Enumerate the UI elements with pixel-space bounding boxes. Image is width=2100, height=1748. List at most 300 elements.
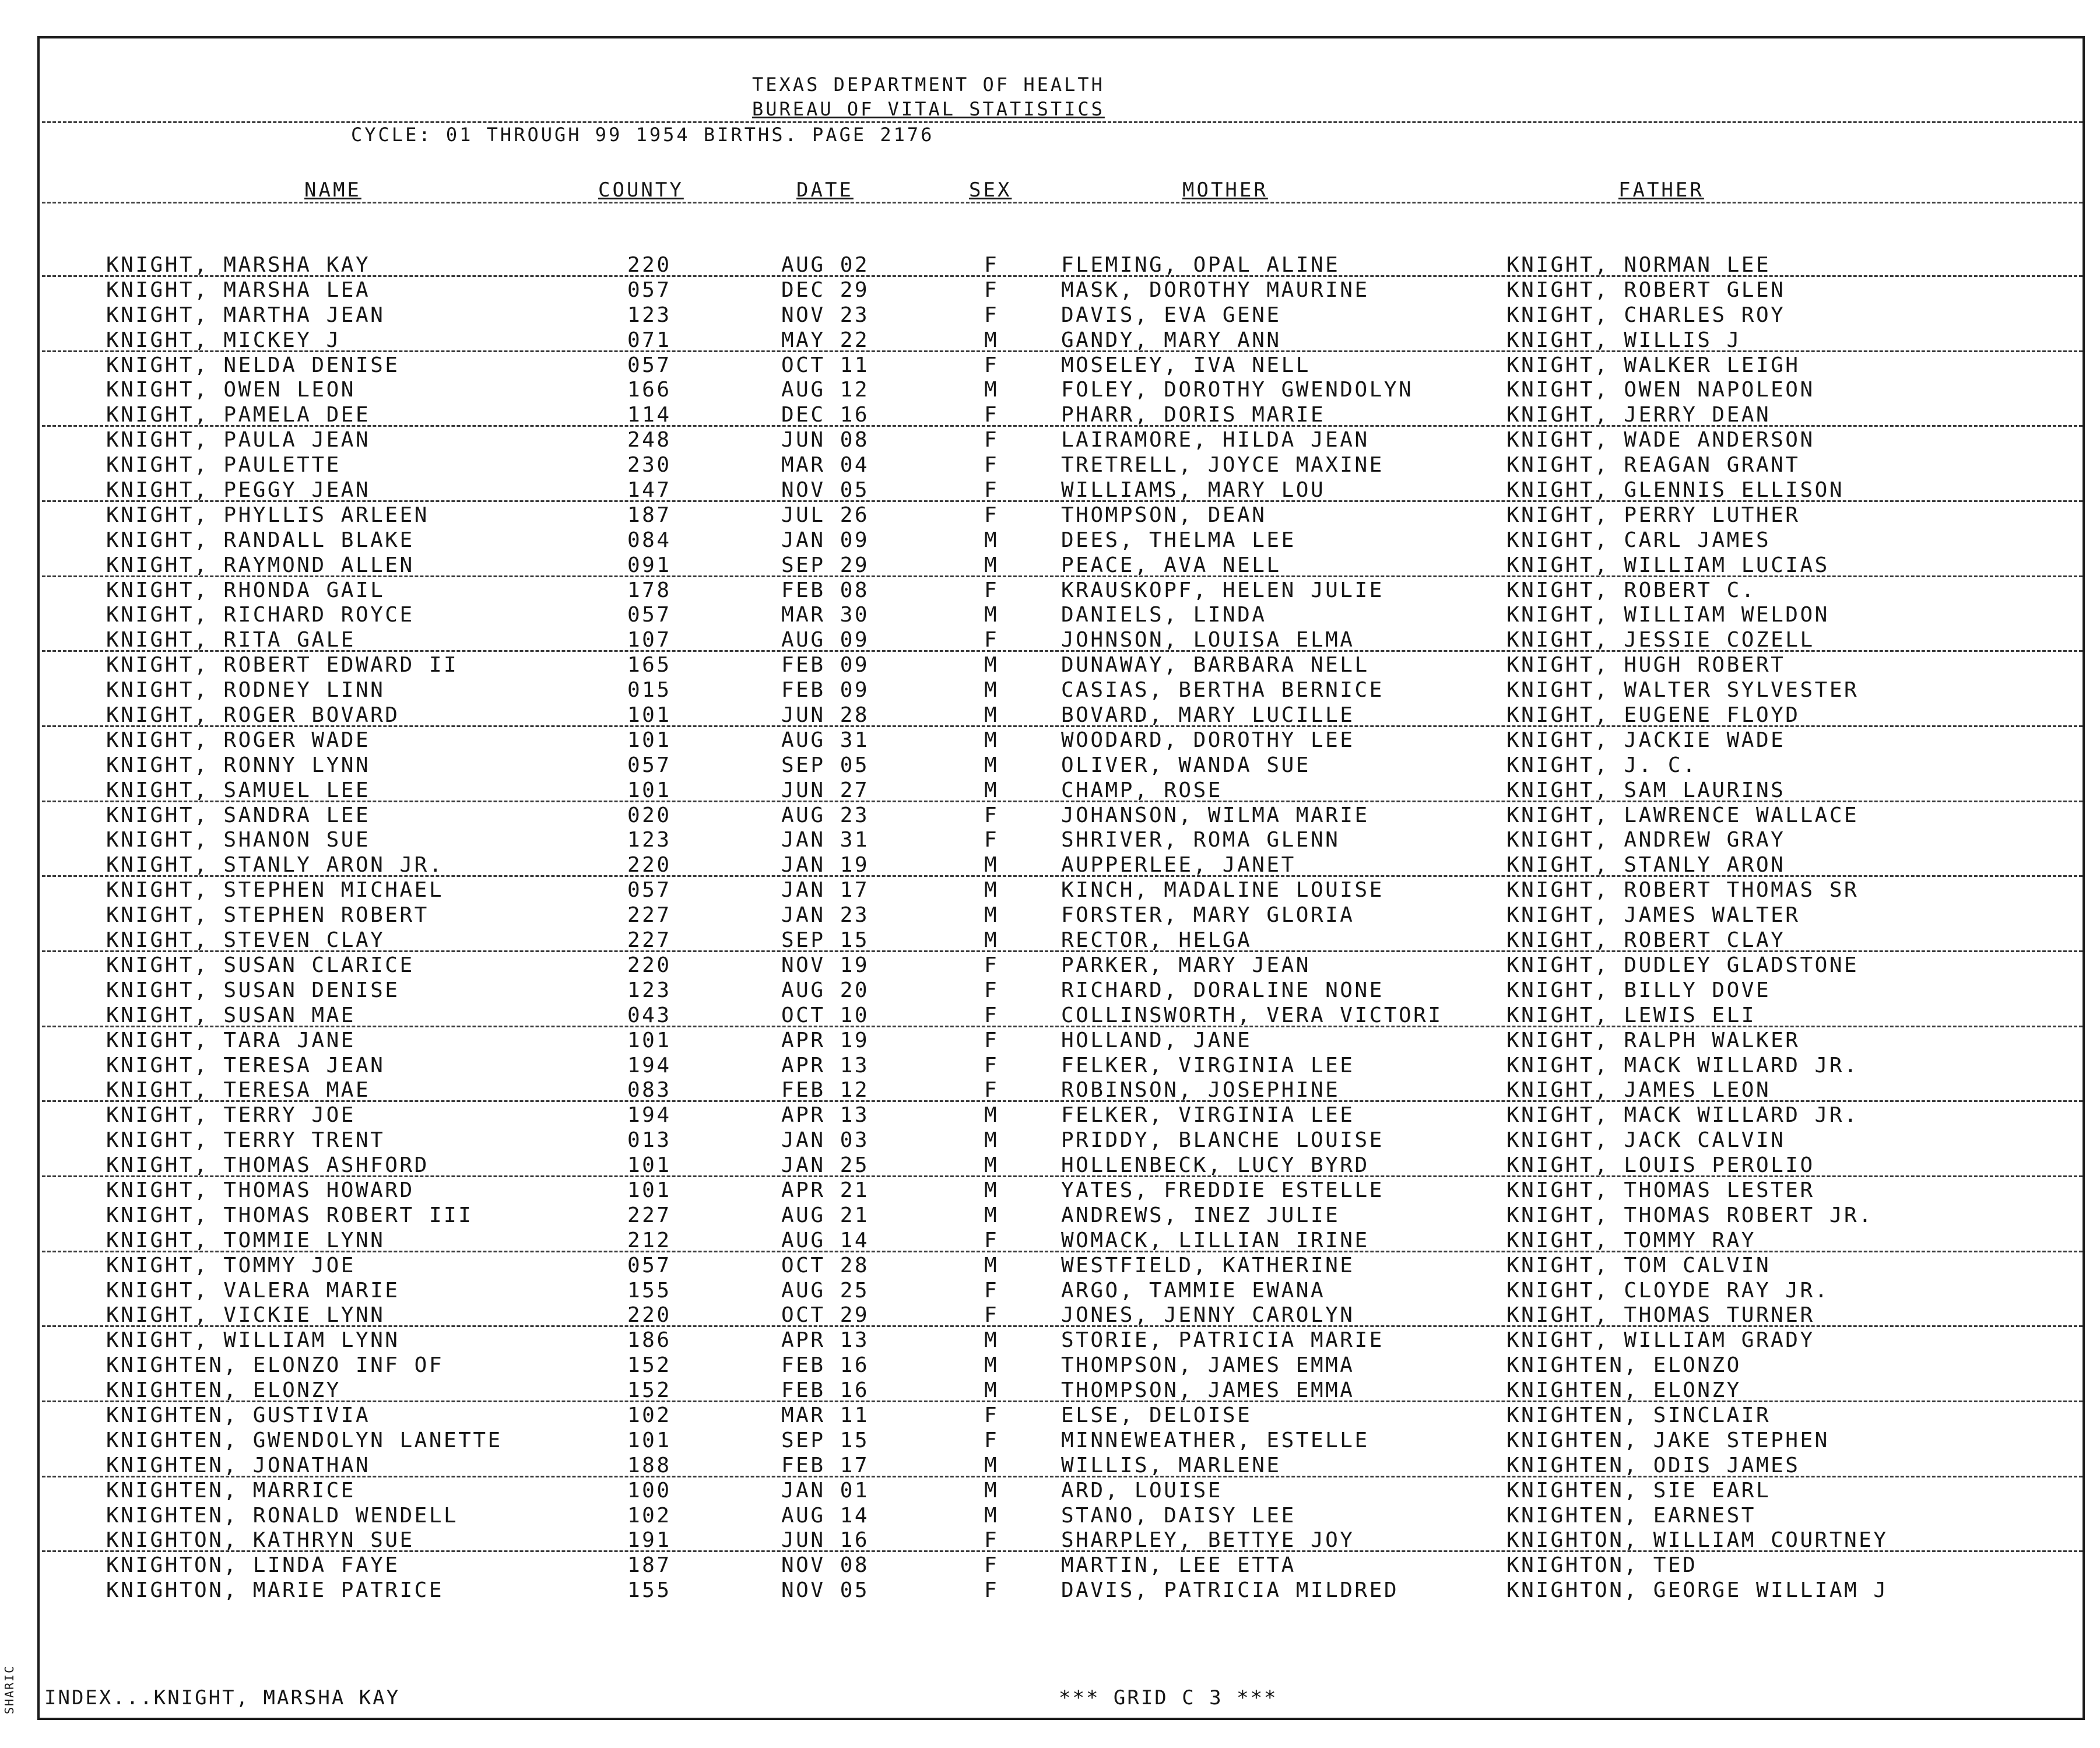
record-mother: TRETRELL, JOYCE MAXINE	[1061, 453, 1384, 478]
record-name: KNIGHT, WILLIAM LYNN	[106, 1328, 400, 1353]
record-county: 043	[627, 1003, 672, 1027]
record-sex: M	[984, 728, 999, 752]
record-row	[0, 728, 2100, 753]
record-name: KNIGHT, RICHARD ROYCE	[106, 603, 415, 627]
record-sex: M	[984, 853, 999, 877]
record-row	[0, 653, 2100, 678]
record-mother: SHARPLEY, BETTYE JOY	[1061, 1528, 1355, 1553]
record-name: KNIGHT, THOMAS HOWARD	[106, 1178, 415, 1202]
record-date: MAY 22	[781, 328, 870, 352]
record-row	[0, 1328, 2100, 1353]
record-date: OCT 10	[781, 1003, 870, 1027]
record-mother: STORIE, PATRICIA MARIE	[1061, 1328, 1384, 1353]
record-father: KNIGHT, CLOYDE RAY JR.	[1506, 1278, 1829, 1303]
record-mother: JONES, JENNY CAROLYN	[1061, 1303, 1355, 1328]
record-father: KNIGHT, WALKER LEIGH	[1506, 353, 1800, 377]
record-county: 015	[627, 678, 672, 703]
record-county: 227	[627, 1203, 672, 1227]
record-county: 212	[627, 1228, 672, 1252]
record-date: MAR 11	[781, 1403, 870, 1427]
record-sex: F	[984, 1278, 999, 1303]
record-mother: DUNAWAY, BARBARA NELL	[1061, 653, 1369, 678]
record-row	[0, 278, 2100, 303]
record-name: KNIGHT, PAULA JEAN	[106, 428, 371, 452]
record-name: KNIGHT, SANDRA LEE	[106, 803, 371, 827]
record-date: JUN 27	[781, 778, 870, 802]
record-father: KNIGHTEN, ELONZO	[1506, 1353, 1741, 1378]
record-sex: F	[984, 403, 999, 427]
record-name: KNIGHT, SUSAN CLARICE	[106, 953, 415, 977]
record-mother: PHARR, DORIS MARIE	[1061, 403, 1326, 427]
record-row	[0, 1479, 2100, 1504]
record-county: 186	[627, 1328, 672, 1353]
record-row	[0, 803, 2100, 829]
record-name: KNIGHT, SAMUEL LEE	[106, 778, 371, 802]
record-county: 227	[627, 928, 672, 953]
record-row	[0, 1428, 2100, 1454]
record-date: AUG 20	[781, 978, 870, 1002]
record-name: KNIGHT, VICKIE LYNN	[106, 1303, 385, 1328]
record-row	[0, 1303, 2100, 1328]
record-mother: PRIDDY, BLANCHE LOUISE	[1061, 1128, 1384, 1153]
record-county: 101	[627, 1153, 672, 1178]
record-date: APR 19	[781, 1028, 870, 1052]
record-county: 101	[627, 778, 672, 802]
record-father: KNIGHT, WILLIS J	[1506, 328, 1741, 352]
record-date: APR 13	[781, 1103, 870, 1128]
record-sex: F	[984, 303, 999, 327]
record-row	[0, 1029, 2100, 1054]
record-mother: FORSTER, MARY GLORIA	[1061, 903, 1355, 928]
record-county: 188	[627, 1453, 672, 1477]
record-father: KNIGHT, LAWRENCE WALLACE	[1506, 803, 1859, 827]
record-row	[0, 903, 2100, 928]
record-row	[0, 553, 2100, 578]
record-county: 057	[627, 353, 672, 377]
record-date: JUN 08	[781, 428, 870, 452]
record-row	[0, 1454, 2100, 1479]
column-header-father: FATHER	[1618, 178, 1704, 202]
record-county: 165	[627, 653, 672, 678]
record-name: KNIGHTEN, GWENDOLYN LANETTE	[106, 1428, 503, 1452]
record-date: FEB 08	[781, 578, 870, 602]
record-row	[0, 1353, 2100, 1378]
record-father: KNIGHT, THOMAS LESTER	[1506, 1178, 1815, 1202]
record-mother: ARGO, TAMMIE EWANA	[1061, 1278, 1326, 1303]
record-father: KNIGHT, ROBERT C.	[1506, 578, 1756, 602]
record-mother: MINNEWEATHER, ESTELLE	[1061, 1428, 1369, 1452]
cycle-line: CYCLE: 01 THROUGH 99 1954 BIRTHS. PAGE 2176	[351, 124, 935, 146]
record-county: 220	[627, 853, 672, 877]
record-date: JAN 23	[781, 903, 870, 928]
record-date: APR 21	[781, 1178, 870, 1202]
record-sex: F	[984, 1303, 999, 1328]
record-mother: SHRIVER, ROMA GLENN	[1061, 828, 1340, 852]
record-name: KNIGHT, THOMAS ASHFORD	[106, 1153, 429, 1178]
record-name: KNIGHTEN, RONALD WENDELL	[106, 1503, 459, 1528]
record-father: KNIGHTEN, SIE EARL	[1506, 1478, 1771, 1503]
record-mother: HOLLENBECK, LUCY BYRD	[1061, 1153, 1369, 1178]
record-father: KNIGHT, WILLIAM LUCIAS	[1506, 553, 1829, 577]
record-father: KNIGHT, ROBERT THOMAS SR	[1506, 878, 1859, 903]
record-row	[0, 328, 2100, 353]
record-father: KNIGHTEN, ELONZY	[1506, 1378, 1741, 1403]
record-name: KNIGHT, OWEN LEON	[106, 378, 356, 402]
record-mother: WOMACK, LILLIAN IRINE	[1061, 1228, 1369, 1252]
record-name: KNIGHT, THOMAS ROBERT III	[106, 1203, 473, 1227]
record-mother: PEACE, AVA NELL	[1061, 553, 1281, 577]
record-county: 114	[627, 403, 672, 427]
record-county: 071	[627, 328, 672, 352]
record-name: KNIGHT, RANDALL BLAKE	[106, 528, 415, 552]
record-mother: RICHARD, DORALINE NONE	[1061, 978, 1384, 1002]
record-mother: JOHNSON, LOUISA ELMA	[1061, 628, 1355, 652]
column-header-name: NAME	[304, 178, 361, 202]
record-mother: DAVIS, PATRICIA MILDRED	[1061, 1578, 1399, 1603]
record-sex: F	[984, 578, 999, 602]
record-sex: F	[984, 628, 999, 652]
record-mother: ROBINSON, JOSEPHINE	[1061, 1078, 1340, 1103]
record-name: KNIGHT, NELDA DENISE	[106, 353, 400, 377]
record-date: DEC 29	[781, 278, 870, 302]
record-mother: CASIAS, BERTHA BERNICE	[1061, 678, 1384, 703]
record-mother: FELKER, VIRGINIA LEE	[1061, 1103, 1355, 1128]
record-row	[0, 428, 2100, 453]
record-name: KNIGHT, PAMELA DEE	[106, 403, 371, 427]
record-date: DEC 16	[781, 403, 870, 427]
record-mother: THOMPSON, JAMES EMMA	[1061, 1353, 1355, 1378]
record-name: KNIGHT, RHONDA GAIL	[106, 578, 385, 602]
record-father: KNIGHT, LOUIS PEROLIO	[1506, 1153, 1815, 1178]
record-father: KNIGHT, WILLIAM WELDON	[1506, 603, 1829, 627]
record-county: 187	[627, 1553, 672, 1578]
record-father: KNIGHT, PERRY LUTHER	[1506, 503, 1800, 527]
record-mother: GANDY, MARY ANN	[1061, 328, 1281, 352]
column-header-mother: MOTHER	[1182, 178, 1268, 202]
record-county: 084	[627, 528, 672, 552]
record-name: KNIGHT, TERRY JOE	[106, 1103, 356, 1128]
record-father: KNIGHTON, WILLIAM COURTNEY	[1506, 1528, 1888, 1553]
record-father: KNIGHT, GLENNIS ELLISON	[1506, 478, 1844, 503]
record-father: KNIGHTEN, ODIS JAMES	[1506, 1453, 1800, 1477]
index-label: INDEX...KNIGHT, MARSHA KAY	[44, 1686, 401, 1710]
record-date: JAN 25	[781, 1153, 870, 1178]
record-county: 057	[627, 753, 672, 777]
record-date: AUG 12	[781, 378, 870, 402]
record-father: KNIGHT, WILLIAM GRADY	[1506, 1328, 1815, 1353]
record-row	[0, 1203, 2100, 1228]
record-father: KNIGHT, HUGH ROBERT	[1506, 653, 1786, 678]
record-date: FEB 16	[781, 1378, 870, 1403]
record-father: KNIGHT, JAMES LEON	[1506, 1078, 1771, 1103]
record-row	[0, 953, 2100, 978]
record-father: KNIGHT, MACK WILLARD JR.	[1506, 1053, 1859, 1077]
record-sex: M	[984, 928, 999, 953]
record-father: KNIGHT, RALPH WALKER	[1506, 1028, 1800, 1052]
record-county: 147	[627, 478, 672, 503]
record-sex: F	[984, 1553, 999, 1578]
record-sex: F	[984, 1078, 999, 1103]
record-mother: THOMPSON, JAMES EMMA	[1061, 1378, 1355, 1403]
record-father: KNIGHT, JACK CALVIN	[1506, 1128, 1786, 1153]
record-father: KNIGHT, THOMAS TURNER	[1506, 1303, 1815, 1328]
record-name: KNIGHT, VALERA MARIE	[106, 1278, 400, 1303]
records-list	[0, 253, 2100, 1603]
record-county: 057	[627, 603, 672, 627]
record-sex: M	[984, 1153, 999, 1178]
record-name: KNIGHT, TOMMIE LYNN	[106, 1228, 385, 1252]
record-sex: M	[984, 753, 999, 777]
record-father: KNIGHT, J. C.	[1506, 753, 1698, 777]
record-name: KNIGHT, MARSHA LEA	[106, 278, 371, 302]
record-father: KNIGHT, THOMAS ROBERT JR.	[1506, 1203, 1874, 1227]
record-mother: LAIRAMORE, HILDA JEAN	[1061, 428, 1369, 452]
record-county: 123	[627, 303, 672, 327]
record-county: 152	[627, 1353, 672, 1378]
record-row	[0, 753, 2100, 778]
record-name: KNIGHT, PAULETTE	[106, 453, 341, 478]
record-mother: RECTOR, HELGA	[1061, 928, 1252, 953]
record-row	[0, 1078, 2100, 1103]
record-father: KNIGHT, BILLY DOVE	[1506, 978, 1771, 1002]
record-sex: M	[984, 528, 999, 552]
record-row	[0, 453, 2100, 478]
record-father: KNIGHT, TOM CALVIN	[1506, 1253, 1771, 1277]
record-sex: F	[984, 353, 999, 377]
record-father: KNIGHT, JACKIE WADE	[1506, 728, 1786, 752]
record-county: 166	[627, 378, 672, 402]
record-date: AUG 25	[781, 1278, 870, 1303]
record-sex: M	[984, 1328, 999, 1353]
record-county: 230	[627, 453, 672, 478]
record-date: FEB 09	[781, 678, 870, 703]
bureau-title: BUREAU OF VITAL STATISTICS	[752, 98, 1105, 120]
record-sex: M	[984, 878, 999, 903]
record-sex: F	[984, 803, 999, 827]
record-mother: DAVIS, EVA GENE	[1061, 303, 1281, 327]
record-name: KNIGHT, TERRY TRENT	[106, 1128, 385, 1153]
record-date: MAR 30	[781, 603, 870, 627]
record-mother: YATES, FREDDIE ESTELLE	[1061, 1178, 1384, 1202]
record-mother: STANO, DAISY LEE	[1061, 1503, 1296, 1528]
record-county: 194	[627, 1053, 672, 1077]
record-county: 220	[627, 1303, 672, 1328]
record-row	[0, 1178, 2100, 1203]
record-date: OCT 11	[781, 353, 870, 377]
record-sex: M	[984, 1178, 999, 1202]
record-father: KNIGHTON, GEORGE WILLIAM J	[1506, 1578, 1888, 1603]
record-name: KNIGHTON, KATHRYN SUE	[106, 1528, 415, 1553]
column-header-county: COUNTY	[598, 178, 684, 202]
record-row	[0, 1153, 2100, 1178]
record-sex: M	[984, 1453, 999, 1477]
record-sex: F	[984, 978, 999, 1002]
record-county: 152	[627, 1378, 672, 1403]
record-county: 057	[627, 878, 672, 903]
record-name: KNIGHT, MICKEY J	[106, 328, 341, 352]
record-date: FEB 09	[781, 653, 870, 678]
record-county: 057	[627, 278, 672, 302]
record-date: OCT 28	[781, 1253, 870, 1277]
record-name: KNIGHT, ROGER BOVARD	[106, 703, 400, 728]
record-county: 013	[627, 1128, 672, 1153]
record-county: 083	[627, 1078, 672, 1103]
record-date: FEB 16	[781, 1353, 870, 1378]
record-mother: DEES, THELMA LEE	[1061, 528, 1296, 552]
record-county: 100	[627, 1478, 672, 1503]
record-father: KNIGHT, REAGAN GRANT	[1506, 453, 1800, 478]
record-sex: F	[984, 1053, 999, 1077]
record-name: KNIGHT, TARA JANE	[106, 1028, 356, 1052]
record-sex: M	[984, 1478, 999, 1503]
record-sex: M	[984, 603, 999, 627]
record-name: KNIGHT, STANLY ARON JR.	[106, 853, 444, 877]
record-father: KNIGHT, EUGENE FLOYD	[1506, 703, 1800, 728]
record-father: KNIGHT, LEWIS ELI	[1506, 1003, 1756, 1027]
record-date: JAN 03	[781, 1128, 870, 1153]
record-date: JUL 26	[781, 503, 870, 527]
record-date: SEP 05	[781, 753, 870, 777]
record-date: AUG 23	[781, 803, 870, 827]
record-row	[0, 1378, 2100, 1403]
record-row	[0, 1103, 2100, 1128]
record-county: 155	[627, 1578, 672, 1603]
record-row	[0, 1228, 2100, 1254]
record-father: KNIGHTEN, SINCLAIR	[1506, 1403, 1771, 1427]
record-father: KNIGHT, JERRY DEAN	[1506, 403, 1771, 427]
record-father: KNIGHT, CHARLES ROY	[1506, 303, 1786, 327]
record-sex: M	[984, 1378, 999, 1403]
record-date: AUG 21	[781, 1203, 870, 1227]
record-date: MAR 04	[781, 453, 870, 478]
record-row	[0, 253, 2100, 278]
record-date: JUN 16	[781, 1528, 870, 1553]
record-date: APR 13	[781, 1053, 870, 1077]
side-mark: SHARIC	[2, 1665, 16, 1714]
record-row	[0, 778, 2100, 803]
record-county: 123	[627, 828, 672, 852]
record-county: 020	[627, 803, 672, 827]
record-county: 220	[627, 953, 672, 977]
record-father: KNIGHTEN, EARNEST	[1506, 1503, 1756, 1528]
record-mother: KINCH, MADALINE LOUISE	[1061, 878, 1384, 903]
record-date: AUG 14	[781, 1503, 870, 1528]
record-name: KNIGHT, MARSHA KAY	[106, 253, 371, 277]
record-sex: F	[984, 953, 999, 977]
record-sex: M	[984, 1103, 999, 1128]
record-mother: MARTIN, LEE ETTA	[1061, 1553, 1296, 1578]
record-father: KNIGHT, DUDLEY GLADSTONE	[1506, 953, 1859, 977]
record-date: JAN 09	[781, 528, 870, 552]
record-name: KNIGHTON, MARIE PATRICE	[106, 1578, 444, 1603]
record-name: KNIGHT, TOMMY JOE	[106, 1253, 356, 1277]
record-name: KNIGHT, SUSAN DENISE	[106, 978, 400, 1002]
record-date: NOV 05	[781, 1578, 870, 1603]
record-name: KNIGHT, PHYLLIS ARLEEN	[106, 503, 429, 527]
record-date: NOV 08	[781, 1553, 870, 1578]
record-row	[0, 403, 2100, 428]
record-mother: FELKER, VIRGINIA LEE	[1061, 1053, 1355, 1077]
record-date: NOV 05	[781, 478, 870, 503]
record-county: 187	[627, 503, 672, 527]
record-county: 220	[627, 253, 672, 277]
record-father: KNIGHT, JAMES WALTER	[1506, 903, 1800, 928]
record-father: KNIGHTEN, JAKE STEPHEN	[1506, 1428, 1829, 1452]
record-mother: ELSE, DELOISE	[1061, 1403, 1252, 1427]
record-date: JAN 17	[781, 878, 870, 903]
record-father: KNIGHTON, TED	[1506, 1553, 1698, 1578]
record-date: AUG 31	[781, 728, 870, 752]
record-mother: AUPPERLEE, JANET	[1061, 853, 1296, 877]
record-row	[0, 478, 2100, 503]
record-father: KNIGHT, ROBERT CLAY	[1506, 928, 1786, 953]
record-sex: F	[984, 1428, 999, 1452]
record-sex: M	[984, 678, 999, 703]
record-sex: M	[984, 1503, 999, 1528]
record-row	[0, 628, 2100, 653]
record-row	[0, 303, 2100, 328]
record-county: 194	[627, 1103, 672, 1128]
record-father: KNIGHT, SAM LAURINS	[1506, 778, 1786, 802]
record-date: NOV 23	[781, 303, 870, 327]
column-header-date: DATE	[796, 178, 854, 202]
record-sex: F	[984, 478, 999, 503]
record-county: 178	[627, 578, 672, 602]
record-county: 091	[627, 553, 672, 577]
record-father: KNIGHT, ROBERT GLEN	[1506, 278, 1786, 302]
record-date: SEP 29	[781, 553, 870, 577]
record-father: KNIGHT, JESSIE COZELL	[1506, 628, 1815, 652]
record-sex: M	[984, 328, 999, 352]
record-father: KNIGHT, TOMMY RAY	[1506, 1228, 1756, 1252]
record-row	[0, 353, 2100, 378]
record-mother: WOODARD, DOROTHY LEE	[1061, 728, 1355, 752]
record-mother: WILLIS, MARLENE	[1061, 1453, 1281, 1477]
record-date: NOV 19	[781, 953, 870, 977]
record-sex: F	[984, 1403, 999, 1427]
record-mother: PARKER, MARY JEAN	[1061, 953, 1311, 977]
record-date: JUN 28	[781, 703, 870, 728]
record-name: KNIGHT, RAYMOND ALLEN	[106, 553, 415, 577]
record-name: KNIGHTEN, MARRICE	[106, 1478, 356, 1503]
record-name: KNIGHT, ROBERT EDWARD II	[106, 653, 459, 678]
record-row	[0, 1504, 2100, 1529]
record-date: FEB 17	[781, 1453, 870, 1477]
record-date: FEB 12	[781, 1078, 870, 1103]
record-county: 101	[627, 1028, 672, 1052]
record-row	[0, 678, 2100, 703]
record-name: KNIGHT, STEPHEN ROBERT	[106, 903, 429, 928]
record-sex: M	[984, 1253, 999, 1277]
record-sex: F	[984, 1028, 999, 1052]
record-name: KNIGHTEN, ELONZO INF OF	[106, 1353, 444, 1378]
record-row	[0, 1254, 2100, 1279]
record-sex: F	[984, 253, 999, 277]
record-row	[0, 1128, 2100, 1153]
record-mother: WILLIAMS, MARY LOU	[1061, 478, 1326, 503]
record-mother: OLIVER, WANDA SUE	[1061, 753, 1311, 777]
record-mother: MASK, DOROTHY MAURINE	[1061, 278, 1369, 302]
record-name: KNIGHT, SUSAN MAE	[106, 1003, 356, 1027]
record-date: JAN 01	[781, 1478, 870, 1503]
record-mother: BOVARD, MARY LUCILLE	[1061, 703, 1355, 728]
record-date: AUG 02	[781, 253, 870, 277]
record-father: KNIGHT, CARL JAMES	[1506, 528, 1771, 552]
record-name: KNIGHT, PEGGY JEAN	[106, 478, 371, 503]
record-name: KNIGHT, TERESA JEAN	[106, 1053, 385, 1077]
record-row	[0, 1403, 2100, 1428]
record-name: KNIGHTON, LINDA FAYE	[106, 1553, 400, 1578]
